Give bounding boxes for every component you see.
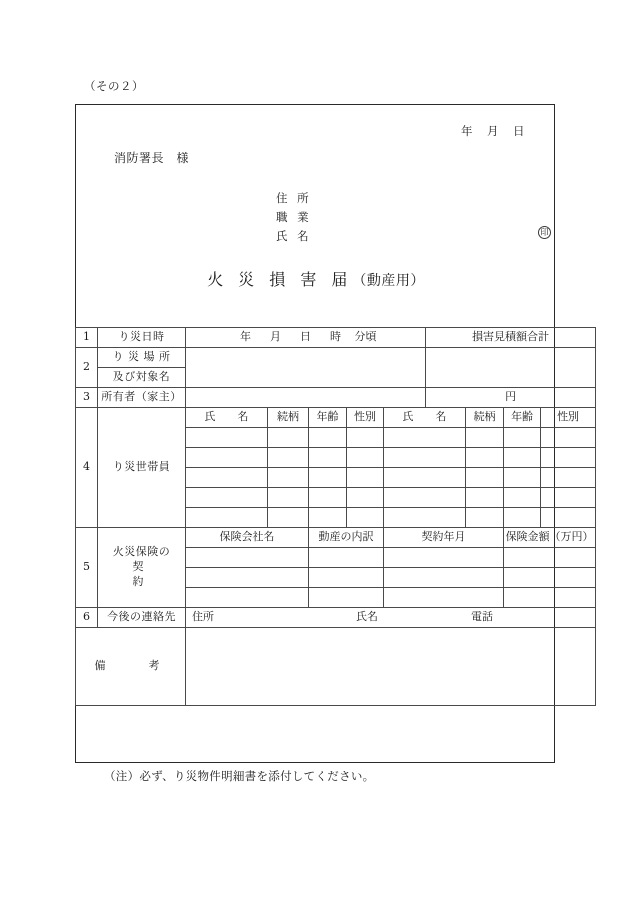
form-table: [75, 327, 596, 706]
household-cell-relation-1[interactable]: [268, 428, 309, 448]
sender-address-row: [276, 189, 312, 208]
row-5-label-line1: 火災保険の: [112, 545, 171, 559]
row-3-label: 所有者（家主）: [98, 388, 186, 408]
household-cell-name-1[interactable]: [186, 488, 268, 508]
remarks-label: 備 考: [76, 628, 186, 706]
household-header-age-1: 年齢: [309, 408, 347, 428]
household-header-age-2: 年齢: [504, 408, 541, 428]
table-row-remarks: [76, 628, 596, 706]
insurance-cell-contract-date[interactable]: [384, 588, 504, 608]
household-cell-gender-2[interactable]: [541, 428, 596, 448]
insurance-cell-items[interactable]: [309, 568, 384, 588]
insurance-header-items: 動産の内訳: [309, 528, 384, 548]
household-cell-relation-1[interactable]: [268, 448, 309, 468]
household-cell-name-2[interactable]: [384, 508, 466, 528]
contact-name-label: 氏名: [356, 610, 378, 623]
household-cell-gender-1[interactable]: [347, 488, 384, 508]
insurance-cell-items[interactable]: [309, 588, 384, 608]
insurance-header-amount: 保険金額（万円）: [504, 528, 596, 548]
date-day-label: 日: [513, 124, 525, 138]
table-row-2: [76, 348, 596, 368]
household-header-gender-1: 性別: [347, 408, 384, 428]
table-row-5-header: [76, 528, 596, 548]
household-cell-name-2[interactable]: [384, 488, 466, 508]
date-year-label: 年: [461, 124, 473, 138]
household-cell-relation-1[interactable]: [268, 508, 309, 528]
field-minute-label: 分頃: [354, 330, 377, 344]
row-2-value-field[interactable]: [186, 348, 426, 388]
household-header-name-1: 氏 名: [186, 408, 268, 428]
table-row-6: [76, 608, 596, 628]
row-5-number: 5: [76, 528, 98, 608]
field-year-label: 年: [240, 330, 252, 344]
page-title-sub: （動産用）: [352, 273, 425, 289]
insurance-cell-amount[interactable]: [504, 568, 596, 588]
footer-note: （注）必ず、り災物件明細書を添付してください。: [104, 769, 375, 783]
household-cell-age-1[interactable]: [309, 508, 347, 528]
household-cell-relation-2[interactable]: [466, 468, 504, 488]
household-cell-relation-2[interactable]: [466, 428, 504, 448]
household-cell-gender-2[interactable]: [541, 468, 596, 488]
insurance-cell-company[interactable]: [186, 588, 309, 608]
remarks-field[interactable]: [186, 628, 596, 706]
page-title: [76, 267, 556, 290]
household-header-relation-1: 続柄: [268, 408, 309, 428]
field-month-label: 月: [270, 330, 282, 344]
household-cell-age-1[interactable]: [309, 428, 347, 448]
sheet-number: （その２）: [84, 79, 144, 93]
household-cell-name-2[interactable]: [384, 448, 466, 468]
addressee: 消防署長 様: [114, 151, 190, 165]
damage-estimate-total-label: 損害見積額合計: [426, 328, 596, 348]
household-cell-gender-2[interactable]: [541, 488, 596, 508]
household-cell-age-1[interactable]: [309, 488, 347, 508]
household-cell-relation-2[interactable]: [466, 488, 504, 508]
row-6-label: 今後の連絡先: [98, 608, 186, 628]
household-header-name-2: 氏 名: [384, 408, 466, 428]
contact-tel-label: 電話: [471, 610, 493, 623]
row-4-label: り災世帯員: [98, 408, 186, 528]
form-frame: [75, 104, 594, 763]
household-cell-age-2[interactable]: [504, 448, 541, 468]
contact-address-label: 住所: [192, 610, 214, 623]
household-cell-age-2[interactable]: [504, 428, 541, 448]
date-month-label: 月: [487, 124, 499, 138]
row-3-number: 3: [76, 388, 98, 408]
row-1-number: 1: [76, 328, 98, 348]
contact-fields[interactable]: [186, 608, 596, 628]
insurance-cell-items[interactable]: [309, 548, 384, 568]
row-5-label-line2: 契 約: [132, 560, 205, 588]
insurance-header-company: 保険会社名: [186, 528, 309, 548]
household-cell-name-2[interactable]: [384, 468, 466, 488]
field-hour-label: 時: [330, 330, 342, 344]
household-cell-relation-2[interactable]: [466, 448, 504, 468]
row-5-label: [98, 528, 205, 608]
household-cell-gender-1[interactable]: [347, 428, 384, 448]
insurance-header-contract-date: 契約年月: [384, 528, 504, 548]
household-header-relation-2: 続柄: [466, 408, 504, 428]
household-cell-age-2[interactable]: [504, 488, 541, 508]
household-cell-relation-2[interactable]: [466, 508, 504, 528]
sender-address-label: 住 所: [276, 191, 312, 205]
table-row-3: [76, 388, 596, 408]
insurance-cell-contract-date[interactable]: [384, 548, 504, 568]
household-header-gender-2: 性別: [541, 408, 596, 428]
damage-estimate-total-field[interactable]: [426, 348, 596, 388]
household-cell-name-1[interactable]: [186, 428, 268, 448]
date-line: [461, 123, 525, 139]
household-cell-age-2[interactable]: [504, 508, 541, 528]
insurance-cell-contract-date[interactable]: [384, 568, 504, 588]
household-cell-name-1[interactable]: [186, 508, 268, 528]
household-cell-gender-1[interactable]: [347, 508, 384, 528]
household-cell-name-2[interactable]: [384, 428, 466, 448]
household-cell-relation-1[interactable]: [268, 468, 309, 488]
page-title-main: 火 災 損 害 届: [207, 270, 353, 289]
household-cell-gender-2[interactable]: [541, 508, 596, 528]
household-cell-age-1[interactable]: [309, 448, 347, 468]
household-cell-relation-1[interactable]: [268, 488, 309, 508]
household-cell-gender-1[interactable]: [347, 468, 384, 488]
row-2-label-line2: 及び対象名: [98, 368, 186, 388]
table-row-4-header: [76, 408, 596, 428]
damage-estimate-unit: 円: [426, 388, 596, 408]
sender-occupation-row: [276, 208, 312, 227]
sender-block: [276, 189, 549, 246]
row-2-number: 2: [76, 348, 98, 388]
field-day-label: 日: [300, 330, 312, 344]
table-row-1: [76, 328, 596, 348]
row-3-value-field[interactable]: [186, 388, 426, 408]
insurance-cell-amount[interactable]: [504, 588, 596, 608]
row-2-label-line1: り 災 場 所: [98, 348, 186, 368]
seal-icon: 印: [538, 226, 551, 239]
row-4-number: 4: [76, 408, 98, 528]
household-cell-name-1[interactable]: [186, 468, 268, 488]
row-1-label: り災日時: [98, 328, 186, 348]
sender-occupation-label: 職 業: [276, 210, 312, 224]
sender-name-label: 氏 名: [276, 229, 312, 243]
row-6-number: 6: [76, 608, 98, 628]
household-cell-gender-1[interactable]: [347, 448, 384, 468]
household-cell-age-1[interactable]: [309, 468, 347, 488]
household-cell-age-2[interactable]: [504, 468, 541, 488]
household-cell-name-1[interactable]: [186, 448, 268, 468]
row-1-datetime-field[interactable]: [186, 328, 426, 348]
insurance-cell-amount[interactable]: [504, 548, 596, 568]
sender-name-row: [276, 227, 549, 246]
household-cell-gender-2[interactable]: [541, 448, 596, 468]
